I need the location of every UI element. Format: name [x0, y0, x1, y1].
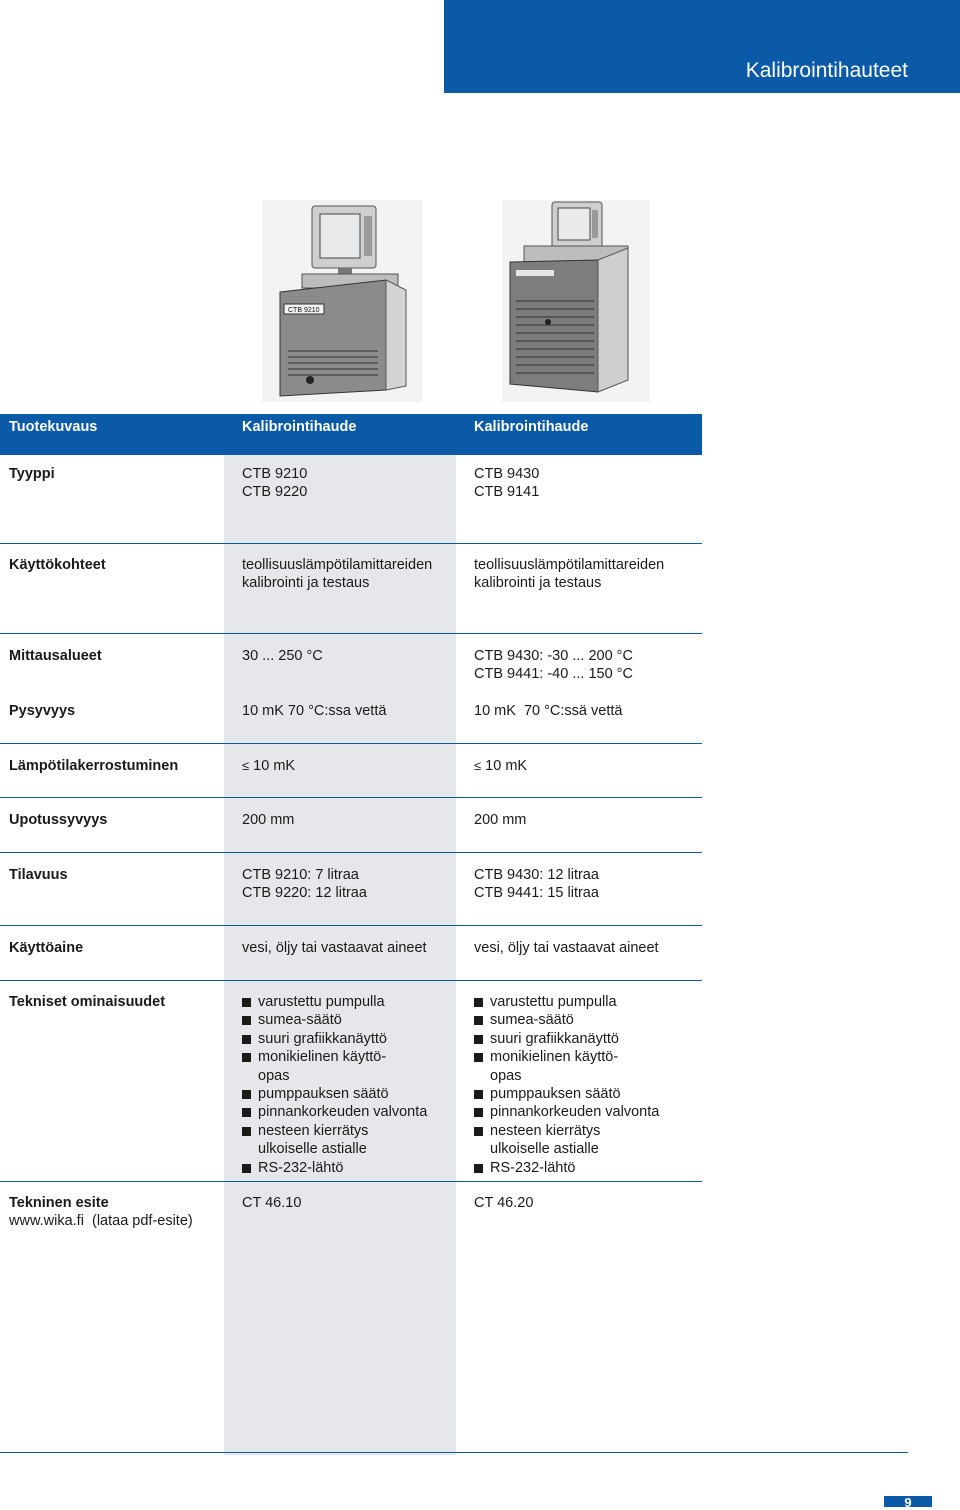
cell-line: kalibrointi ja testaus [242, 575, 370, 592]
less-equal-icon: ≤ [242, 758, 250, 773]
cell-col2 [474, 1194, 533, 1212]
list-item: suuri grafiikkanäyttö [474, 1030, 659, 1048]
cell-line: 10 mK [253, 758, 296, 774]
header-cell-tuotekuvaus: Tuotekuvaus [9, 419, 98, 435]
cell-col1 [242, 702, 386, 720]
row-label: Mittausalueet [9, 648, 102, 664]
row-label: Tyyppi [9, 466, 55, 482]
cell-col1 [242, 866, 367, 903]
cell-col1 [242, 465, 307, 502]
list-item: pinnankorkeuden valvonta [474, 1103, 659, 1121]
row-label: Tilavuus [9, 867, 68, 883]
list-item: suuri grafiikkanäyttö [242, 1030, 427, 1048]
cell-line: kalibrointi ja testaus [474, 575, 602, 592]
cell-line: 30 ... 250 °C [242, 648, 323, 664]
row-divider [0, 852, 702, 853]
list-item: monikielinen käyttö- [474, 1048, 659, 1066]
list-item: nesteen kierrätys [242, 1122, 427, 1140]
list-item: pinnankorkeuden valvonta [242, 1103, 427, 1121]
row-divider [0, 1181, 702, 1182]
list-item: monikielinen käyttö- [242, 1048, 427, 1066]
feature-list [474, 993, 659, 1177]
cell-line: vesi, öljy tai vastaavat aineet [242, 940, 427, 956]
cell-col2 [474, 757, 527, 775]
less-equal-icon: ≤ [474, 758, 482, 773]
product-photo-ctb-9210 [262, 200, 422, 402]
cell-col1 [242, 556, 432, 593]
row-divider [0, 797, 702, 798]
photo-label-ctb-9210: CTB 9210 [288, 307, 320, 314]
row-divider [0, 633, 702, 634]
row-label: Tekniset ominaisuudet [9, 994, 166, 1010]
cell-line: CTB 9441: -40 ... 150 °C [474, 666, 633, 683]
row-divider [0, 543, 702, 544]
cell-col1 [242, 647, 323, 665]
cell-line: 10 mK 70 °C:ssä vettä [474, 703, 623, 719]
list-item: sumea-säätö [242, 1011, 427, 1029]
pdf-download-link[interactable]: www.wika.fi (lataa pdf-esite) [9, 1213, 193, 1230]
cell-col1 [242, 939, 427, 957]
row-label: Tekninen esite [9, 1195, 109, 1211]
cell-line: CTB 9430: -30 ... 200 °C [474, 648, 633, 664]
cell-line: CTB 9210 [242, 466, 308, 482]
list-item: pumppauksen säätö [474, 1085, 659, 1103]
cell-line: CTB 9220: 12 litraa [242, 885, 367, 902]
list-item: sumea-säätö [474, 1011, 659, 1029]
cell-line: 200 mm [474, 812, 527, 828]
cell-line: CT 46.10 [242, 1195, 302, 1211]
feature-list [242, 993, 427, 1177]
cell-col2 [474, 465, 539, 502]
row-label: Pysyvyys [9, 703, 76, 719]
cell-line: CTB 9220 [242, 484, 308, 501]
list-item-continuation: ulkoiselle astialle [490, 1141, 599, 1158]
cell-col2 [474, 993, 659, 1177]
row-label: Upotussyvyys [9, 812, 108, 828]
cell-line: CTB 9430 [474, 466, 540, 482]
cell-col1 [242, 811, 294, 829]
row-label: Käyttöaine [9, 940, 84, 956]
table-header [0, 414, 702, 455]
header-cell-kalibrointihaude-1: Kalibrointihaude [242, 419, 357, 435]
row-divider [0, 980, 702, 981]
list-item: varustettu pumpulla [242, 993, 427, 1011]
list-item-continuation: ulkoiselle astialle [258, 1141, 367, 1158]
list-item: RS-232-lähtö [242, 1159, 427, 1177]
list-item: pumppauksen säätö [242, 1085, 427, 1103]
row-label: Käyttökohteet [9, 557, 106, 573]
cell-line: 10 mK [485, 758, 528, 774]
cell-col1 [242, 1194, 301, 1212]
page-title: Kalibrointihauteet [745, 59, 908, 82]
cell-col2 [474, 866, 599, 903]
list-item-continuation: opas [258, 1067, 290, 1084]
cell-line: 10 mK 70 °C:ssa vettä [242, 703, 387, 719]
cell-col2 [474, 647, 633, 684]
list-item: varustettu pumpulla [474, 993, 659, 1011]
cell-line: CTB 9430: 12 litraa [474, 867, 599, 883]
cell-col2 [474, 811, 526, 829]
cell-line: CTB 9210: 7 litraa [242, 867, 359, 883]
list-item: nesteen kierrätys [474, 1122, 659, 1140]
row-divider [0, 743, 702, 744]
product-photo-ctb-9430 [502, 200, 650, 402]
list-item: RS-232-lähtö [474, 1159, 659, 1177]
footer-divider [0, 1452, 908, 1453]
cell-col2 [474, 939, 659, 957]
cell-line: 200 mm [242, 812, 295, 828]
cell-line: CTB 9441: 15 litraa [474, 885, 599, 902]
cell-line: CT 46.20 [474, 1195, 534, 1211]
cell-line: vesi, öljy tai vastaavat aineet [474, 940, 659, 956]
row-divider [0, 925, 702, 926]
cell-col2 [474, 702, 622, 720]
row-label: Lämpötilakerrostuminen [9, 758, 179, 774]
cell-col1 [242, 993, 427, 1177]
cell-line: teollisuuslämpötilamittareiden [474, 557, 665, 573]
cell-col2 [474, 556, 664, 593]
header-cell-kalibrointihaude-2: Kalibrointihaude [474, 419, 589, 435]
list-item-continuation: opas [490, 1067, 522, 1084]
page-number: 9 [884, 1496, 932, 1507]
cell-line: teollisuuslämpötilamittareiden [242, 557, 433, 573]
cell-line: CTB 9141 [474, 484, 540, 501]
cell-col1 [242, 757, 295, 775]
